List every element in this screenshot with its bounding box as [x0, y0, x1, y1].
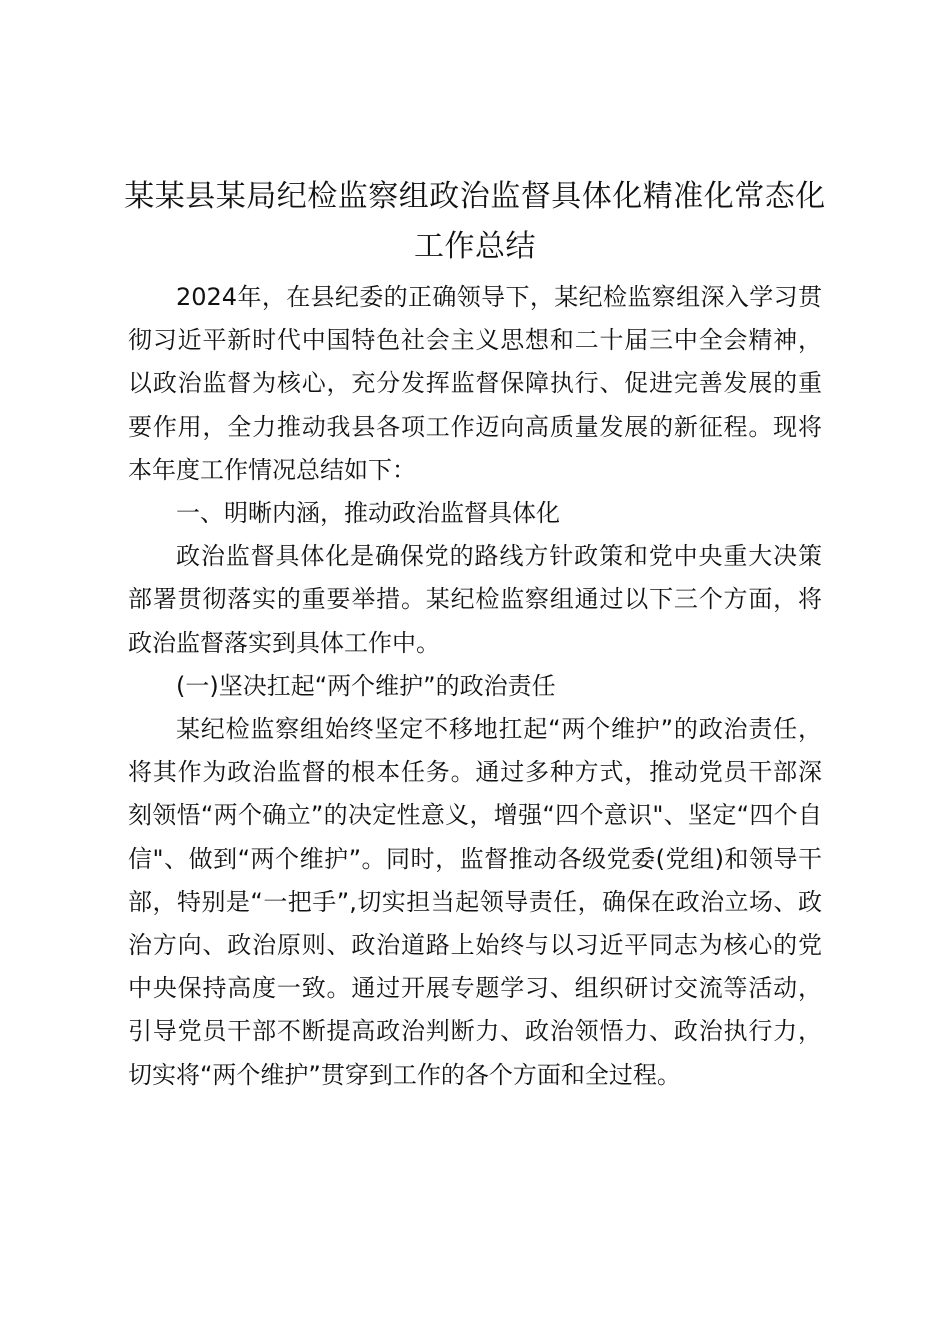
paragraph-intro: 2024年，在县纪委的正确领导下，某纪检监察组深入学习贯彻习近平新时代中国特色社会主义思想和二十届三中全会精神，以政治监督为核心，充分发挥监督保障执行、促进完善发展的重要作用，全力推动我县各项工作迈向高质量发展的新征程。现将本年度工作情况总结如下： [128, 283, 822, 484]
paragraph-subsection-1: 某纪检监察组始终坚定不移地扛起“两个维护”的政治责任，将其作为政治监督的根本任务。通过多种方式，推动党员干部深刻领悟“两个确立”的决定性意义，增强“四个意识"、坚定“四个自信"、做到“两个维护”。同时，监督推动各级党委(党组)和领导干部，特别是“一把手”,切实担当起领导责任，确保在政治立场、政治方向、政治原则、政治道路上始终与以习近平同志为核心的党中央保持高度一致。通过开展专题学习、组织研讨交流等活动，引导党员干部不断提高政治判断力、政治领悟力、政治执行力，切实将“两个维护”贯穿到工作的各个方面和全过程。 [128, 715, 822, 1089]
document-title: 某某县某局纪检监察组政治监督具体化精准化常态化工作总结 [124, 179, 826, 264]
subsection-heading-1: (一)坚决扛起“两个维护”的政治责任 [176, 671, 556, 700]
document-body [128, 276, 822, 1097]
paragraph-section-1: 政治监督具体化是确保党的路线方针政策和党中央重大决策部署贯彻落实的重要举措。某纪检监察组通过以下三个方面，将政治监督落实到具体工作中。 [128, 542, 822, 657]
section-heading-1: 一、明晰内涵，推动政治监督具体化 [176, 499, 560, 528]
